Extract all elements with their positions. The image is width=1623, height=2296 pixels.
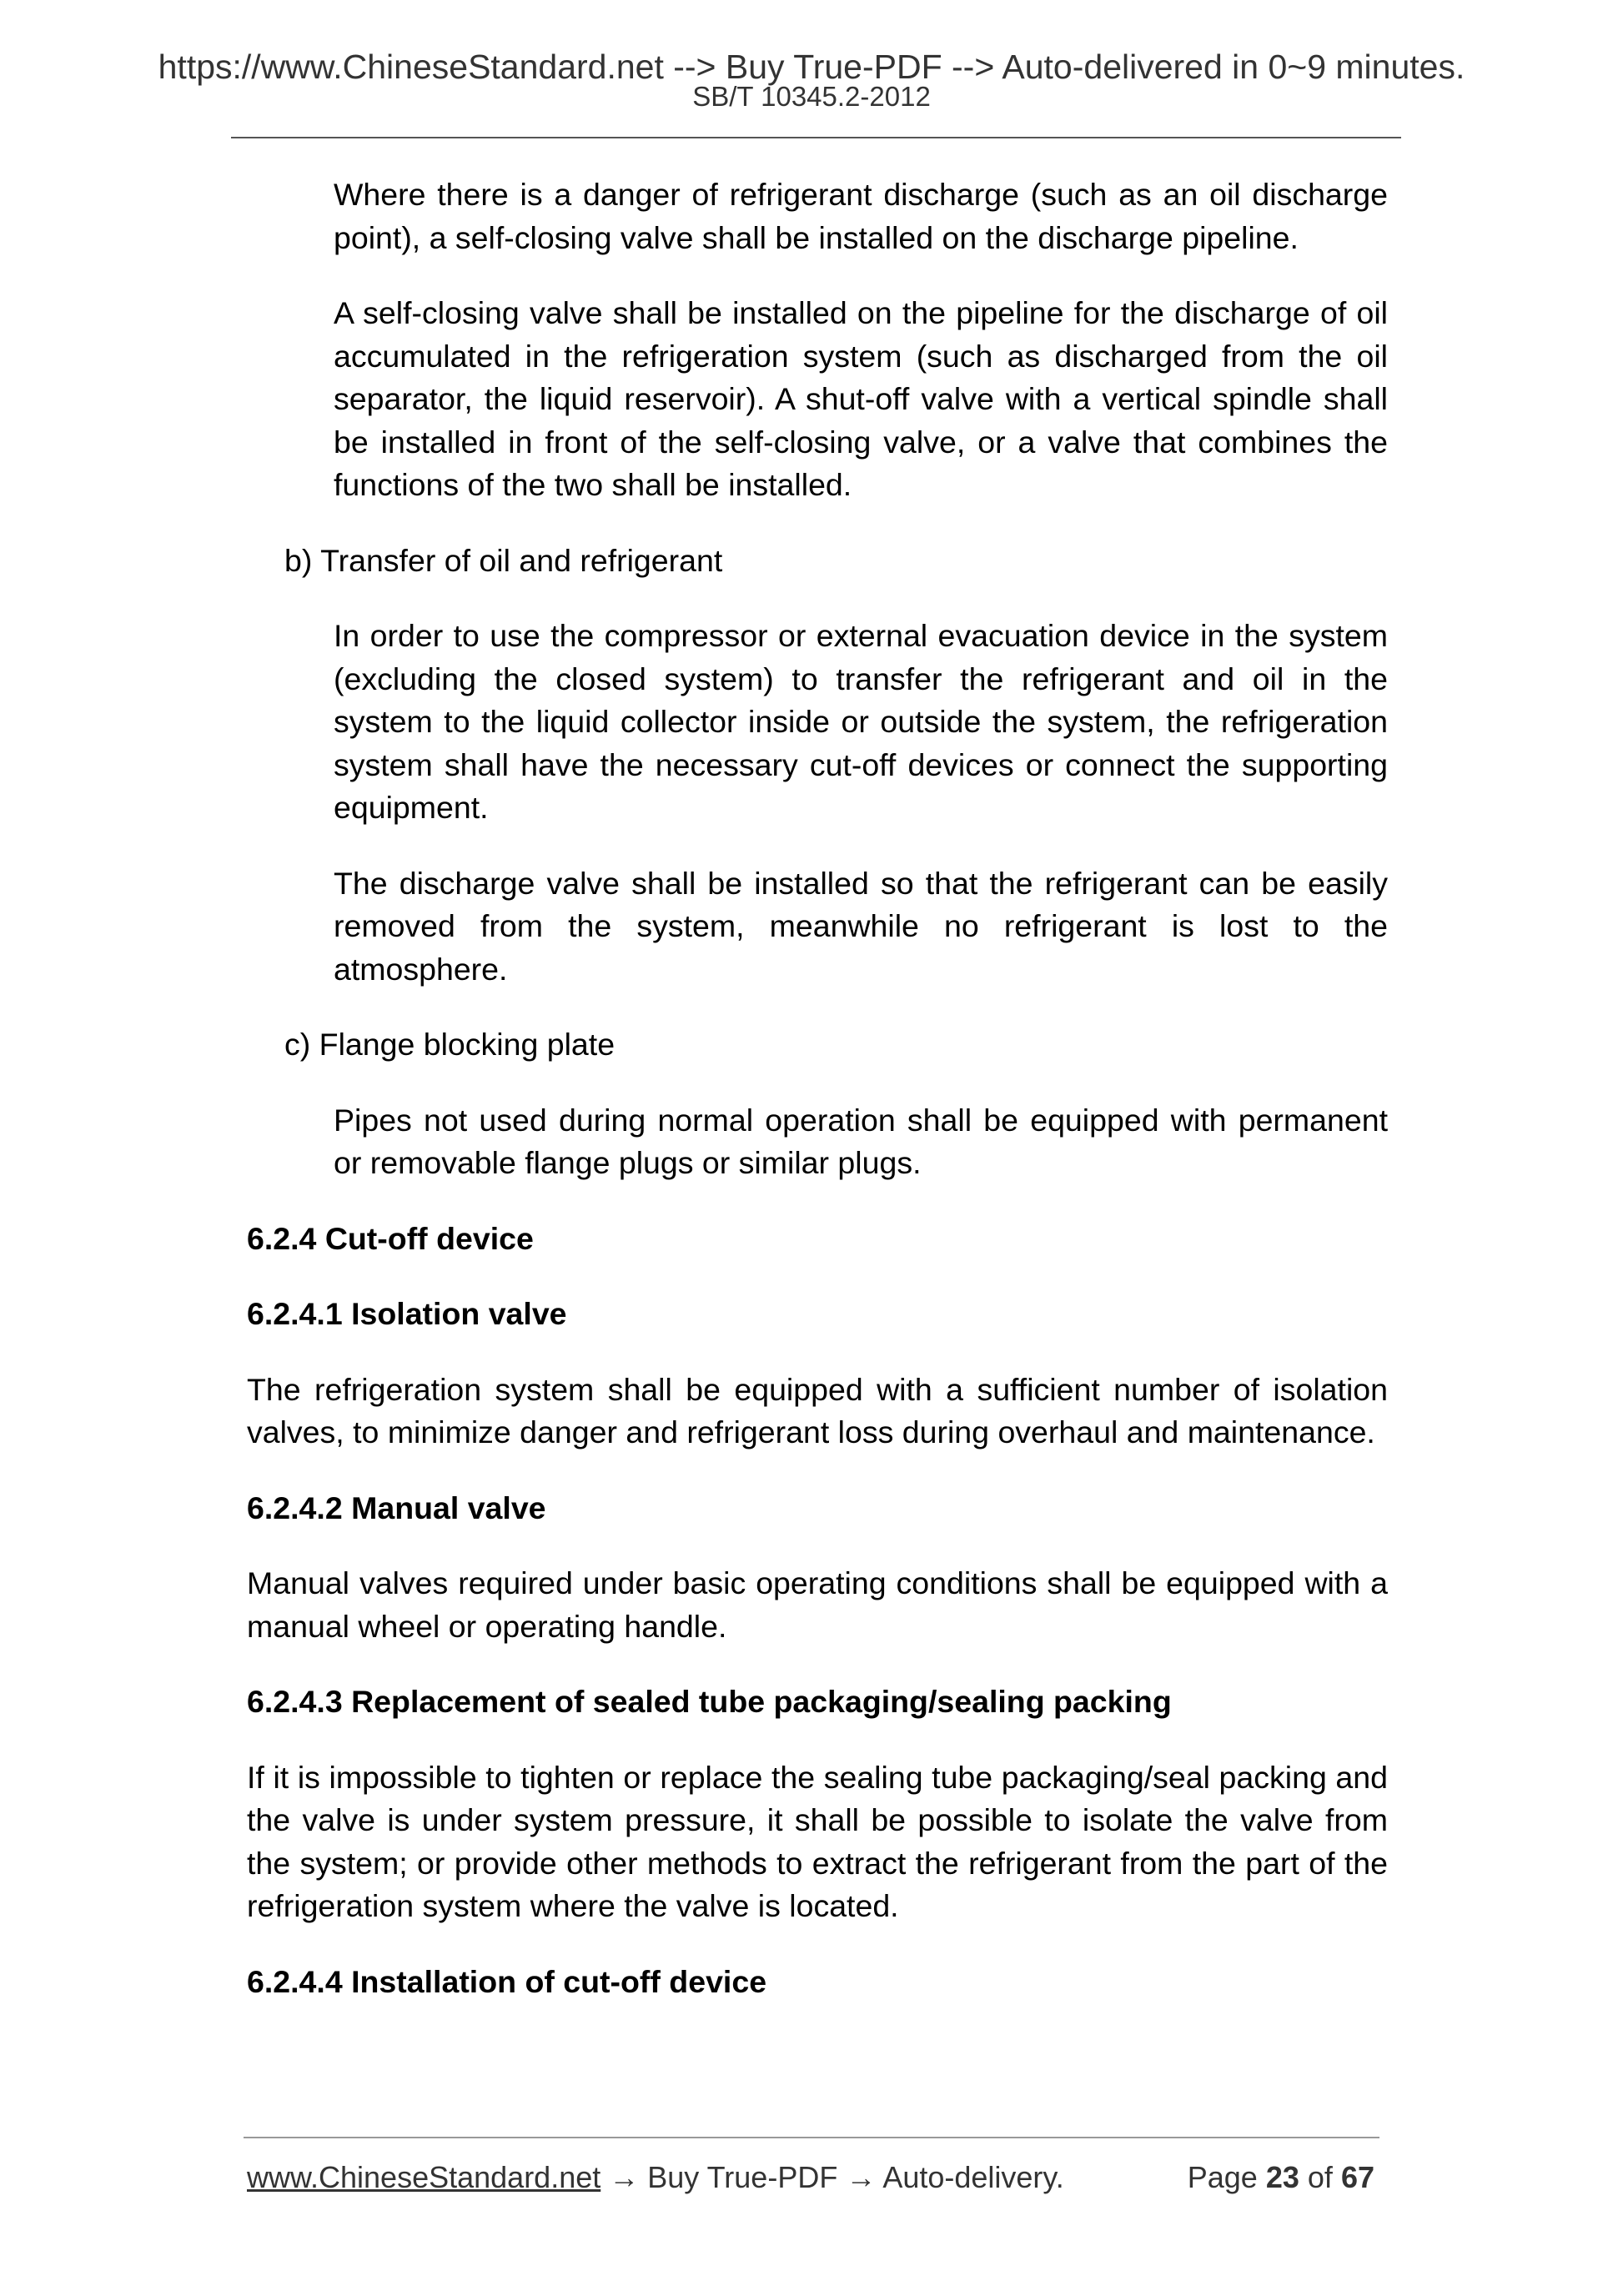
paragraph-manual-valves: Manual valves required under basic operating conditions shall be equipped with a manual wheel or operating handle.	[247, 1565, 1388, 1644]
paragraph-isolation-valves: The refrigeration system shall be equipped with a sufficient number of isolation valves, to minimize danger and refrigerant loss during overhaul and maintenance.	[247, 1371, 1388, 1449]
page-total: 67	[1340, 2160, 1374, 2194]
section-heading-6-2-4-1: 6.2.4.1 Isolation valve	[247, 1296, 567, 1331]
footer-trail: → Buy True-PDF → Auto-delivery.	[600, 2160, 1064, 2194]
paragraph-discharge-valve: The discharge valve shall be installed so that the refrigerant can be easily removed from the system, meanwhile no refrigerant is lost to the atmosphere.	[334, 865, 1388, 987]
paragraph-flange-plugs: Pipes not used during normal operation shall be equipped with permanent or removable flange plugs or similar plugs.	[334, 1102, 1388, 1180]
paragraph-self-closing-valve-discharge: Where there is a danger of refrigerant discharge (such as an oil discharge point), a self-closing valve shall be installed on the discharge pipeline.	[334, 177, 1388, 255]
page-body	[247, 173, 1388, 2036]
footer-divider	[244, 2137, 1379, 2138]
document-number: SB/T 10345.2-2012	[692, 81, 931, 112]
page-label: Page	[1187, 2160, 1258, 2194]
header-banner: https://www.ChineseStandard.net --> Buy True-PDF --> Auto-delivered in 0~9 minutes.	[158, 48, 1465, 86]
paragraph-sealing-packing: If it is impossible to tighten or replace the sealing tube packaging/seal packing and the valve is under system pressure, it shall be possible to isolate the valve from the system; or provide other methods to extract the refrigerant from the part of the refrigeration system where the valve is located.	[247, 1759, 1388, 1923]
list-item-b: b) Transfer of oil and refrigerant	[284, 542, 723, 578]
footer-site-link[interactable]: www.ChineseStandard.net	[247, 2160, 601, 2194]
section-heading-6-2-4-4: 6.2.4.4 Installation of cut-off device	[247, 1963, 767, 1999]
of-label: of	[1307, 2160, 1333, 2194]
paragraph-oil-discharge-valve: A self-closing valve shall be installed on the pipeline for the discharge of oil accumulated in the refrigeration system (such as discharged from the oil separator, the liquid reservoir). A shut-off valve with a vertical spindle shall be installed in front of the self-closing valve, or a valve that combines the functions of the two shall be installed.	[334, 295, 1388, 502]
section-heading-6-2-4-2: 6.2.4.2 Manual valve	[247, 1490, 546, 1525]
page-number: 23	[1265, 2160, 1299, 2194]
section-heading-6-2-4: 6.2.4 Cut-off device	[247, 1220, 534, 1256]
header-divider	[231, 137, 1401, 138]
page-counter	[1188, 2159, 1374, 2196]
list-item-c: c) Flange blocking plate	[284, 1027, 616, 1062]
section-heading-6-2-4-3: 6.2.4.3 Replacement of sealed tube packaging/sealing packing	[247, 1684, 1172, 1719]
footer-left	[247, 2159, 1064, 2196]
paragraph-transfer: In order to use the compressor or external evacuation device in the system (excluding the closed system) to transfer the refrigerant and oil in the system to the liquid collector inside or outside the system, the refrigeration system shall have the necessary cut-off devices or connect the supporting equipment.	[334, 618, 1388, 825]
